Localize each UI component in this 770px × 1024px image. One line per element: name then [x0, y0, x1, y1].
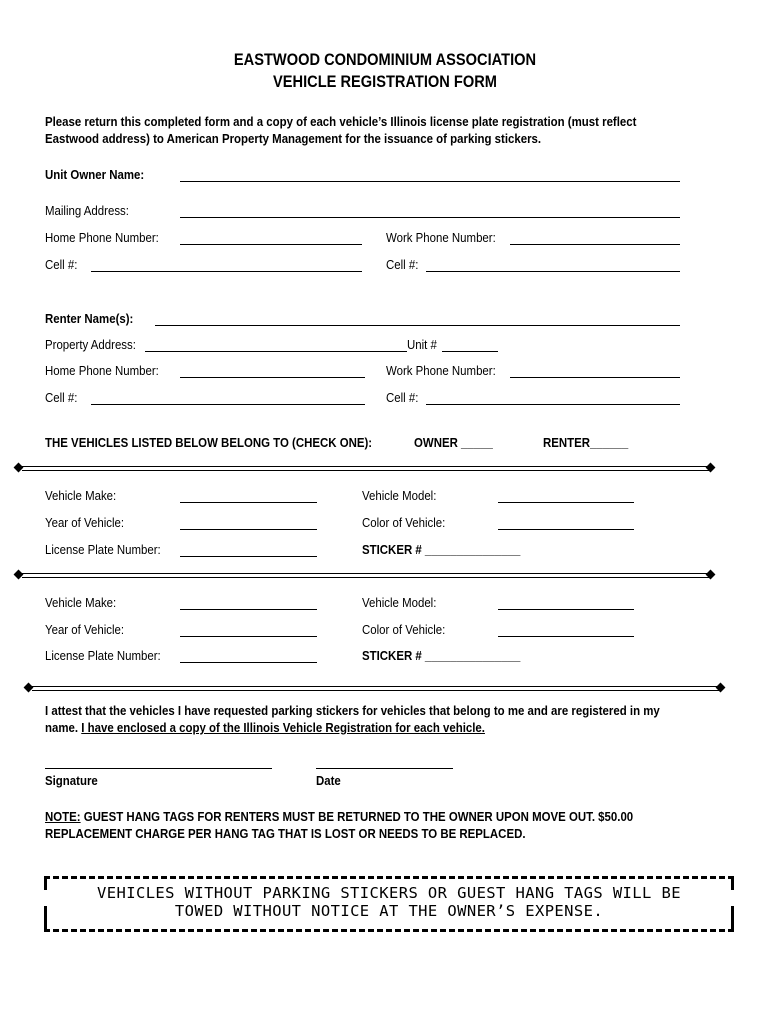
vehicle1-color-label: Color of Vehicle:: [362, 515, 446, 530]
intro-line2: Eastwood address) to American Property Management for the issuance of parking stickers.: [45, 131, 542, 146]
vehicle2-year-label: Year of Vehicle:: [45, 622, 125, 637]
owner-checkbox[interactable]: OWNER _____: [414, 435, 493, 450]
vehicle2-year-field[interactable]: [180, 636, 317, 637]
vehicle2-sticker-label[interactable]: STICKER # _______________: [362, 648, 521, 663]
section-divider: [32, 686, 720, 691]
vehicle2-plate-label: License Plate Number:: [45, 648, 161, 663]
warning-line1: VEHICLES WITHOUT PARKING STICKERS OR GUEST HANG TAGS WILL BE: [97, 884, 681, 902]
vehicle2-model-label: Vehicle Model:: [362, 595, 437, 610]
owner-cell-field-2[interactable]: [426, 271, 680, 272]
unit-number-label: Unit #: [407, 337, 437, 352]
vehicle1-year-field[interactable]: [180, 529, 317, 530]
renter-checkbox[interactable]: RENTER______: [543, 435, 629, 450]
renter-cell-field-2[interactable]: [426, 404, 680, 405]
vehicle1-year-label: Year of Vehicle:: [45, 515, 125, 530]
signature-label: Signature: [45, 773, 98, 788]
owner-home-phone-label: Home Phone Number:: [45, 230, 159, 245]
unit-owner-name-field[interactable]: [180, 181, 680, 182]
note-line1: [45, 808, 633, 825]
owner-work-phone-label: Work Phone Number:: [386, 230, 496, 245]
form-title-line1: EASTWOOD CONDOMINIUM ASSOCIATION: [233, 50, 537, 69]
vehicle2-plate-field[interactable]: [180, 662, 317, 663]
vehicle2-color-label: Color of Vehicle:: [362, 622, 446, 637]
renter-home-phone-field[interactable]: [180, 377, 365, 378]
note-line2: REPLACEMENT CHARGE PER HANG TAG THAT IS LOST OR NEEDS TO BE REPLACED.: [45, 826, 526, 841]
section-divider: [22, 466, 710, 471]
vehicle2-model-field[interactable]: [498, 609, 634, 610]
intro-line1: Please return this completed form and a copy of each vehicle’s Illinois license plate registration (must reflect: [45, 114, 637, 129]
vehicle1-plate-field[interactable]: [180, 556, 317, 557]
check-one-label: THE VEHICLES LISTED BELOW BELONG TO (CHECK ONE):: [45, 435, 373, 450]
vehicle1-make-field[interactable]: [180, 502, 317, 503]
owner-home-phone-field[interactable]: [180, 244, 362, 245]
unit-owner-name-label: Unit Owner Name:: [45, 167, 145, 182]
warning-border-top: [44, 876, 734, 879]
warning-border-bottom: [44, 929, 734, 932]
vehicle1-sticker-label[interactable]: STICKER # _______________: [362, 542, 521, 557]
renter-work-phone-field[interactable]: [510, 377, 680, 378]
attest-line2-underlined: I have enclosed a copy of the Illinois Vehicle Registration for each vehicle.: [81, 720, 485, 735]
signature-field[interactable]: [45, 768, 272, 769]
unit-number-field[interactable]: [442, 351, 498, 352]
renter-cell-label-2: Cell #:: [386, 390, 419, 405]
vehicle2-make-field[interactable]: [180, 609, 317, 610]
vehicle2-make-label: Vehicle Make:: [45, 595, 117, 610]
vehicle2-color-field[interactable]: [498, 636, 634, 637]
date-label: Date: [316, 773, 341, 788]
property-address-field[interactable]: [145, 351, 407, 352]
property-address-label: Property Address:: [45, 337, 136, 352]
owner-cell-label-1: Cell #:: [45, 257, 78, 272]
owner-cell-field-1[interactable]: [91, 271, 362, 272]
mailing-address-label: Mailing Address:: [45, 203, 129, 218]
towing-warning-box: [44, 876, 734, 932]
mailing-address-field[interactable]: [180, 217, 680, 218]
attest-line2: [45, 719, 485, 736]
renter-cell-label-1: Cell #:: [45, 390, 78, 405]
note-prefix: NOTE:: [45, 809, 81, 824]
attest-line1: I attest that the vehicles I have requested parking stickers for vehicles that belong to me and are registered in my: [45, 703, 660, 718]
renter-work-phone-label: Work Phone Number:: [386, 363, 496, 378]
vehicle1-make-label: Vehicle Make:: [45, 488, 117, 503]
renter-names-label: Renter Name(s):: [45, 311, 134, 326]
vehicle1-plate-label: License Plate Number:: [45, 542, 161, 557]
renter-names-field[interactable]: [155, 325, 680, 326]
date-field[interactable]: [316, 768, 453, 769]
owner-cell-label-2: Cell #:: [386, 257, 419, 272]
section-divider: [22, 573, 710, 578]
owner-work-phone-field[interactable]: [510, 244, 680, 245]
note-line1-rest: GUEST HANG TAGS FOR RENTERS MUST BE RETURNED TO THE OWNER UPON MOVE OUT. $50.00: [80, 809, 634, 824]
attest-line2-prefix: name.: [45, 720, 82, 735]
warning-line2: TOWED WITHOUT NOTICE AT THE OWNER’S EXPENSE.: [174, 902, 604, 920]
vehicle1-color-field[interactable]: [498, 529, 634, 530]
vehicle1-model-field[interactable]: [498, 502, 634, 503]
form-title-line2: VEHICLE REGISTRATION FORM: [273, 72, 497, 91]
renter-cell-field-1[interactable]: [91, 404, 365, 405]
vehicle1-model-label: Vehicle Model:: [362, 488, 437, 503]
renter-home-phone-label: Home Phone Number:: [45, 363, 159, 378]
